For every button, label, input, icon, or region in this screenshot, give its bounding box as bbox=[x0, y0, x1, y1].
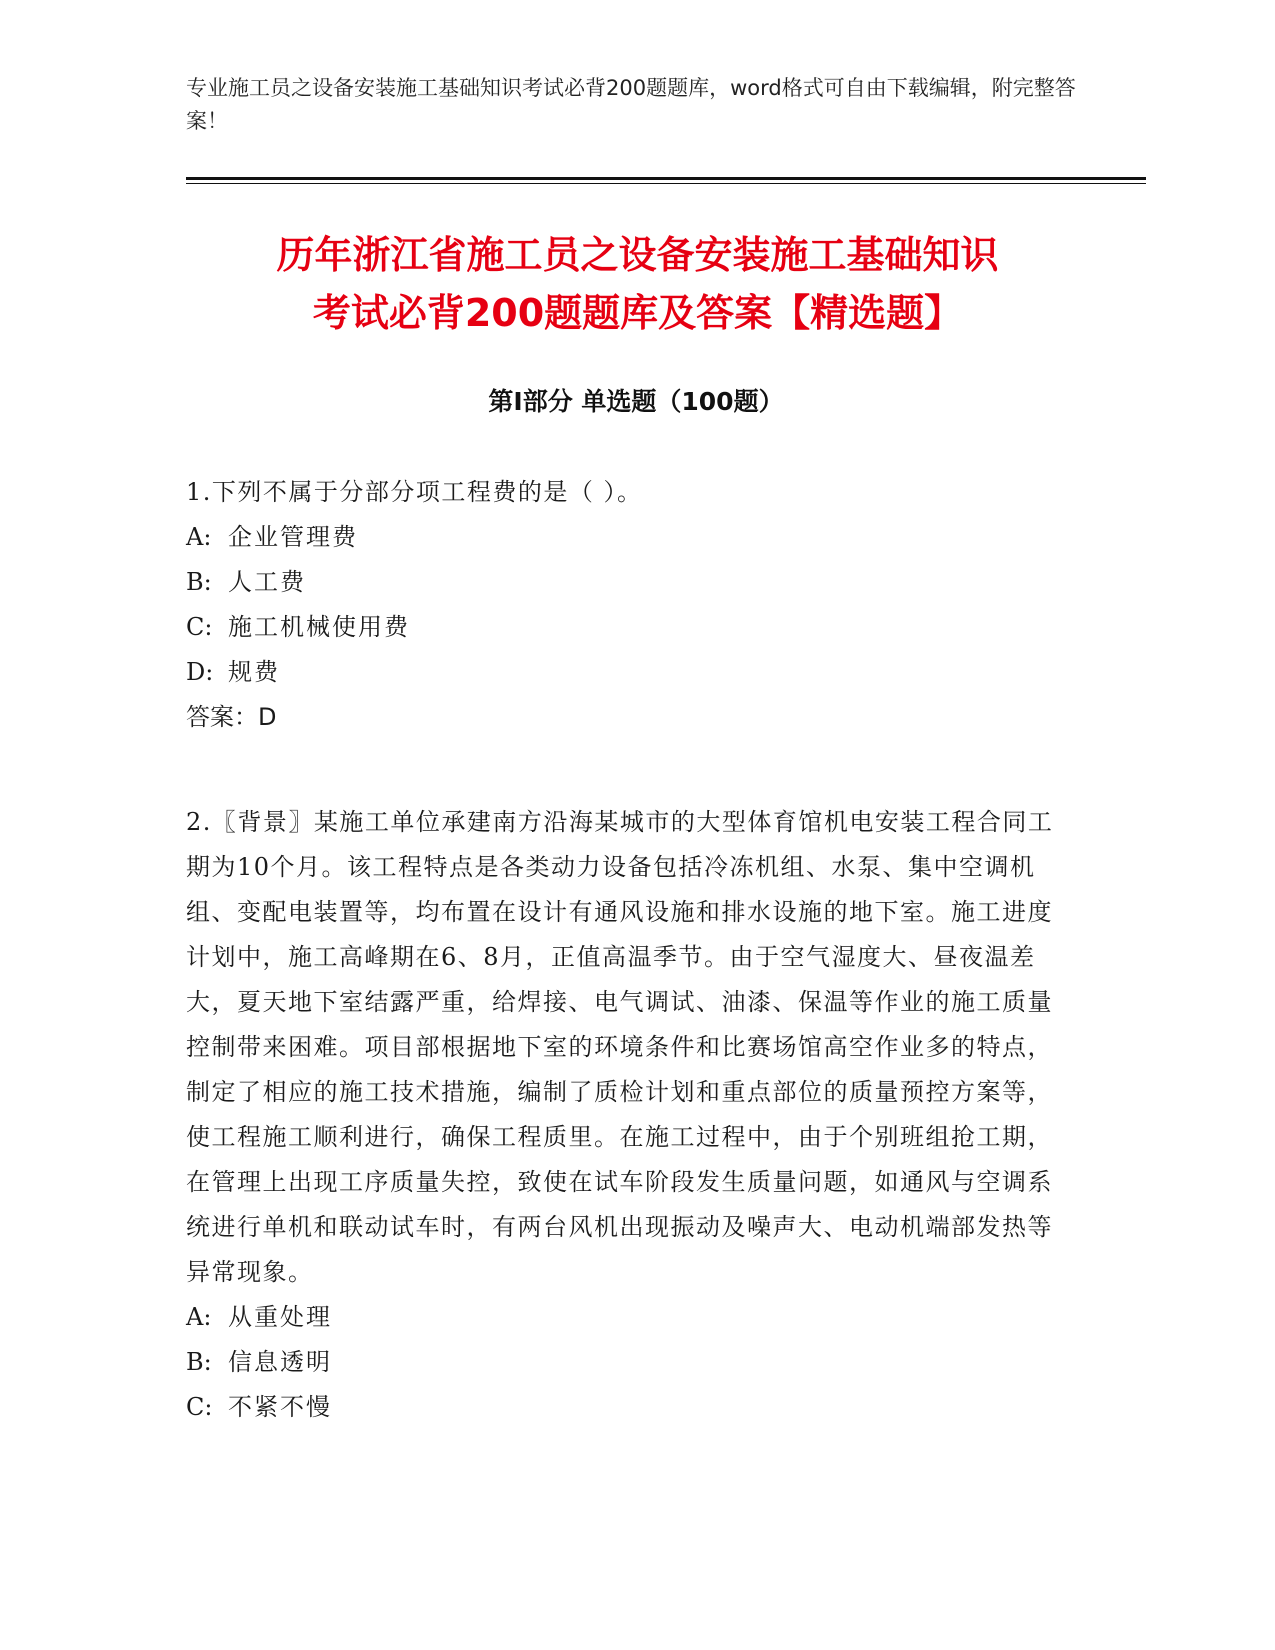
option-b bbox=[186, 560, 1056, 605]
answer-line: 答案：D bbox=[186, 703, 277, 731]
option-key: B: bbox=[186, 568, 212, 596]
option-key: C: bbox=[186, 613, 213, 641]
option-key: A: bbox=[186, 1303, 212, 1331]
option-b bbox=[186, 1340, 1056, 1385]
question-stem: 1.下列不属于分部分项工程费的是（ ）。 bbox=[186, 478, 643, 506]
option-text: 从重处理 bbox=[228, 1303, 332, 1331]
option-text: 不紧不慢 bbox=[228, 1393, 332, 1421]
option-c bbox=[186, 605, 1056, 650]
option-a bbox=[186, 515, 1056, 560]
header-rule-thin bbox=[186, 183, 1146, 184]
option-d bbox=[186, 650, 1056, 695]
option-key: A: bbox=[186, 523, 212, 551]
option-text: 人工费 bbox=[228, 568, 306, 596]
question-stem: 2.〖背景〗某施工单位承建南方沿海某城市的大型体育馆机电安装工程合同工期为10个月。该工程特点是各类动力设备包括冷冻机组、水泵、集中空调机组、变配电装置等，均布置在设计有通风设施和排水设施的地下室。施工进度计划中，施工高峰期在6、8月，正值高温季节。由于空气湿度大、昼夜温差大，夏天地下室结露严重，给焊接、电气调试、油漆、保温等作业的施工质量控制带来困难。项目部根据地下室的环境条件和比赛场馆高空作业多的特点，制定了相应的施工技术措施，编制了质检计划和重点部位的质量预控方案等，使工程施工顺利进行，确保工程质里。在施工过程中，由于个别班组抢工期，在管理上出现工序质量失控，致使在试车阶段发生质量问题，如通风与空调系统进行单机和联动试车时，有两台风机出现振动及噪声大、电动机端部发热等异常现象。 bbox=[186, 808, 1054, 1286]
option-key: D: bbox=[186, 658, 214, 686]
question-2 bbox=[186, 800, 1056, 1430]
option-key: C: bbox=[186, 1393, 213, 1421]
question-spacer bbox=[186, 740, 1056, 800]
document-title bbox=[150, 226, 1125, 342]
option-key: B: bbox=[186, 1348, 212, 1376]
header-rule-thick bbox=[186, 177, 1146, 180]
question-1 bbox=[186, 470, 1056, 740]
option-text: 施工机械使用费 bbox=[228, 613, 410, 641]
header-note: 专业施工员之设备安装施工基础知识考试必背200题题库，word格式可自由下载编辑，附完整答案！ bbox=[186, 76, 1076, 133]
option-c bbox=[186, 1385, 1056, 1430]
title-line-1: 历年浙江省施工员之设备安装施工基础知识 bbox=[276, 233, 999, 277]
option-a bbox=[186, 1295, 1056, 1340]
option-text: 规费 bbox=[228, 658, 280, 686]
title-line-2: 考试必背200题题库及答案【精选题】 bbox=[312, 291, 963, 335]
question-list bbox=[186, 470, 1056, 1430]
option-text: 企业管理费 bbox=[228, 523, 358, 551]
section-heading: 第I部分 单选题（100题） bbox=[488, 387, 784, 416]
option-text: 信息透明 bbox=[228, 1348, 332, 1376]
